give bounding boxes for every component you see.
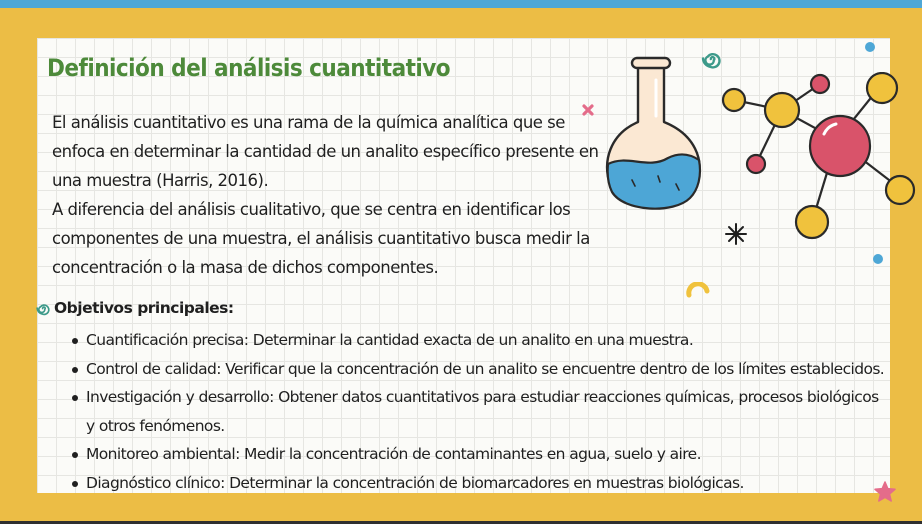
intro-paragraph-1: El análisis cuantitativo es una rama de la química analítica que se enfoca en determinar la cantidad de un analito específico presente en una muestra (Harris, 2016). — [52, 113, 599, 190]
slide-title: Definición del análisis cuantitativo — [47, 54, 451, 82]
list-item — [70, 355, 885, 384]
objective-text: Diagnóstico clínico: Determinar la concentración de biomarcadores en muestras biológicas. — [86, 473, 744, 492]
dot-decoration — [873, 254, 883, 264]
list-item — [70, 440, 885, 469]
top-bar — [0, 0, 922, 8]
objectives-list — [70, 326, 885, 497]
spiral-icon — [35, 300, 52, 317]
objective-text: Cuantificación precisa: Determinar la cantidad exacta de un analito en una muestra. — [86, 331, 694, 349]
list-item — [70, 383, 885, 440]
objective-text: Monitoreo ambiental: Medir la concentración de contaminantes en agua, suelo y aire. — [86, 445, 701, 463]
objective-text: Control de calidad: Verificar que la concentración de un analito se encuentre dentro de los límites establecidos. — [86, 359, 885, 378]
arc-icon — [685, 282, 711, 298]
molecule-icon — [712, 72, 917, 244]
x-mark-icon — [581, 103, 595, 117]
flask-icon — [598, 52, 708, 217]
intro-text — [52, 108, 617, 282]
list-item — [70, 469, 885, 498]
asterisk-icon — [724, 222, 748, 246]
list-item — [70, 326, 885, 355]
objective-text: Investigación y desarrollo: Obtener datos cuantitativos para estudiar reacciones químicas, procesos biológicos y otros fenómenos. — [86, 388, 879, 435]
spiral-icon — [700, 47, 724, 71]
dot-decoration — [865, 42, 875, 52]
star-icon — [873, 480, 897, 504]
objectives-heading — [35, 299, 234, 317]
objectives-heading-label: Objetivos principales: — [54, 299, 234, 317]
intro-paragraph-2: A diferencia del análisis cualitativo, que se centra en identificar los componentes de una muestra, el análisis cuantitativo busca medir la concentración o la masa de dichos componentes. — [52, 200, 590, 277]
